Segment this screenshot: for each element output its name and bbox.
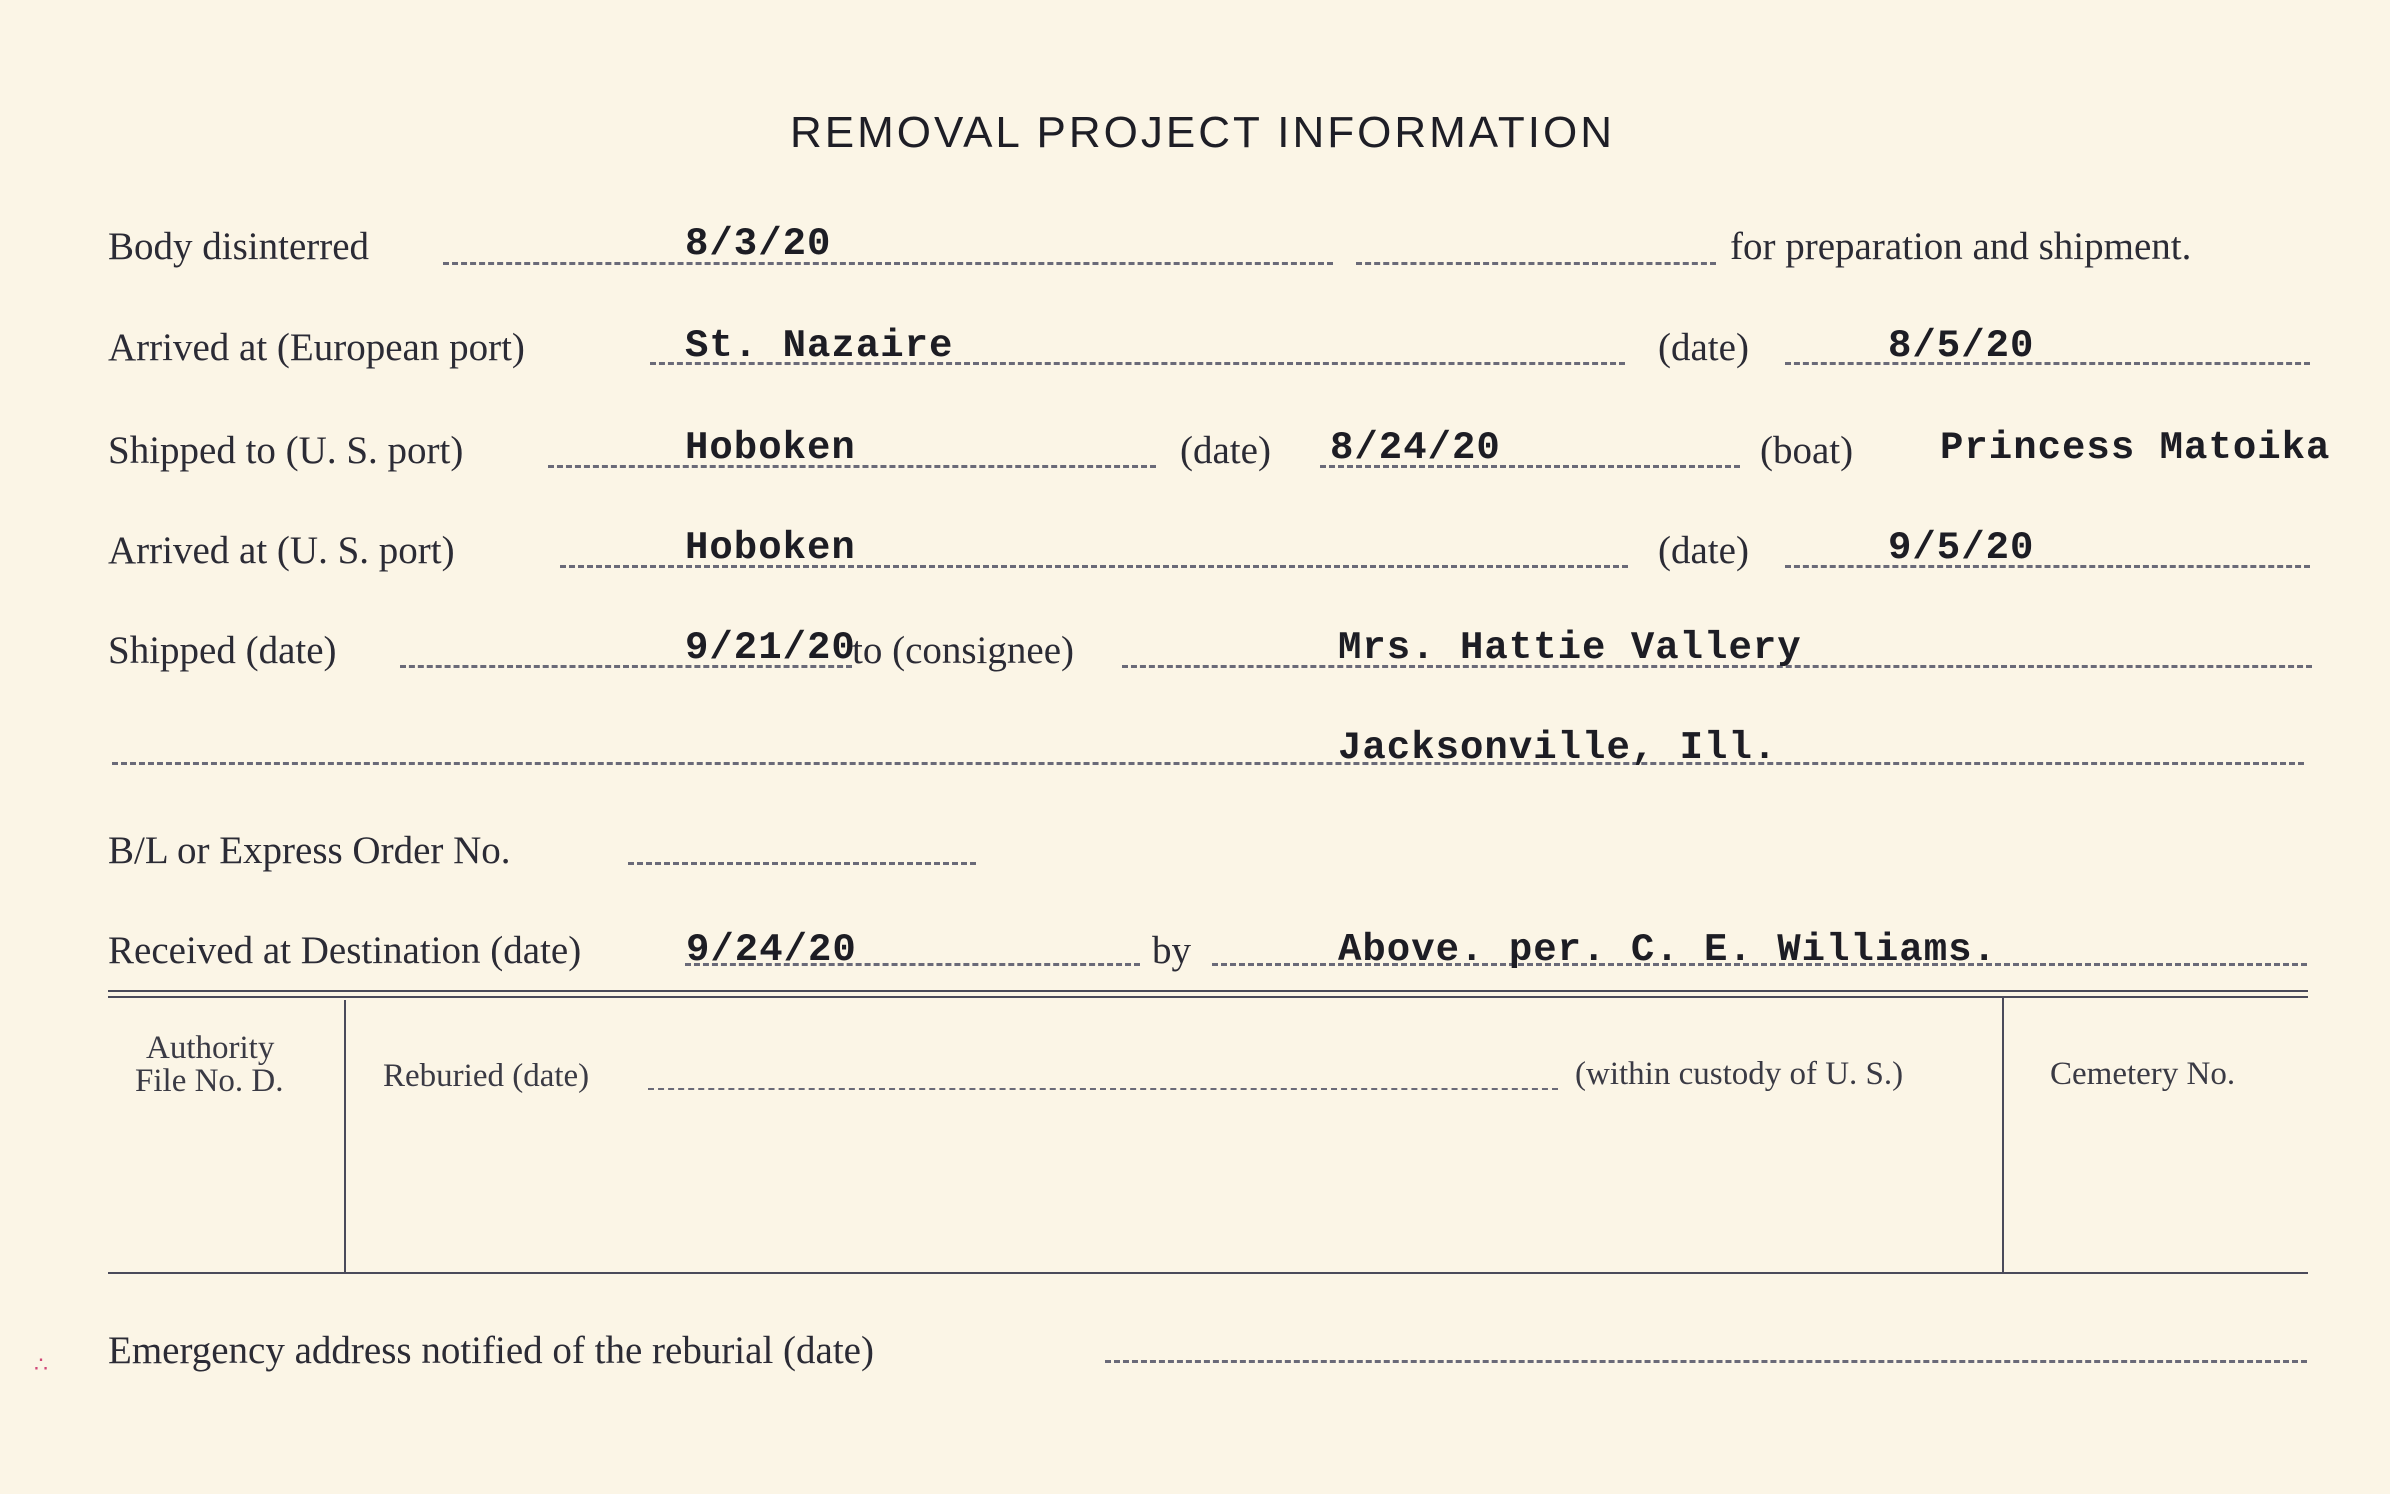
shipped-date-label: Shipped (date) [108,629,337,672]
box-divider-left [344,1000,346,1272]
arrived-european-date-line [1785,362,2310,365]
body-disinterred-value: 8/3/20 [685,222,832,266]
arrived-us-date-line [1785,565,2310,568]
body-disinterred-suffix: for preparation and shipment. [1730,225,2192,268]
received-label: Received at Destination (date) [108,929,582,972]
arrived-european-label: Arrived at (European port) [108,326,525,369]
shipped-us-port: Hoboken [685,426,856,470]
body-disinterred-label: Body disinterred [108,225,370,268]
received-by-label: by [1152,929,1191,972]
shipped-date-value: 9/21/20 [685,626,856,670]
emergency-label: Emergency address notified of the reburial (date) [108,1329,874,1372]
reburied-line [648,1088,1558,1090]
arrived-european-port: St. Nazaire [685,324,954,368]
arrived-us-date: 9/5/20 [1888,526,2035,570]
shipped-us-date: 8/24/20 [1330,426,1501,470]
arrived-us-label: Arrived at (U. S. port) [108,529,455,572]
arrived-us-port: Hoboken [685,526,856,570]
body-disinterred-line-2 [1356,262,1716,265]
box-top-rule [108,990,2308,992]
box-divider-right [2002,998,2004,1272]
custody-label: (within custody of U. S.) [1575,1056,1904,1092]
consignee-address: Jacksonville, Ill. [1338,726,1778,770]
shipped-us-date-label: (date) [1180,429,1271,472]
shipped-us-boat: Princess Matoika [1940,426,2331,470]
body-disinterred-line [443,262,1333,265]
shipped-us-label: Shipped to (U. S. port) [108,429,464,472]
cemetery-label: Cemetery No. [2050,1056,2236,1092]
consignee-label: to (consignee) [852,629,1075,672]
consignee-address-line [112,762,2304,765]
emergency-line [1105,1360,2307,1363]
card-title: REMOVAL PROJECT INFORMATION [790,108,1615,157]
arrived-us-date-label: (date) [1658,529,1749,572]
authority-label-1: Authority [146,1030,275,1066]
box-top-rule-2 [108,996,2308,998]
received-by: Above. per. C. E. Williams. [1338,928,1997,972]
reburied-label: Reburied (date) [383,1058,590,1094]
arrived-european-date-label: (date) [1658,326,1749,369]
consignee-name: Mrs. Hattie Vallery [1338,626,1802,670]
bl-order-line [628,862,976,865]
bl-order-label: B/L or Express Order No. [108,829,511,872]
stray-ink-mark: ∴ [34,1352,48,1377]
shipped-us-boat-label: (boat) [1760,429,1854,472]
arrived-european-date: 8/5/20 [1888,324,2035,368]
received-date: 9/24/20 [686,928,857,972]
box-bottom-rule [108,1272,2308,1274]
authority-label-2: File No. D. [135,1063,284,1099]
